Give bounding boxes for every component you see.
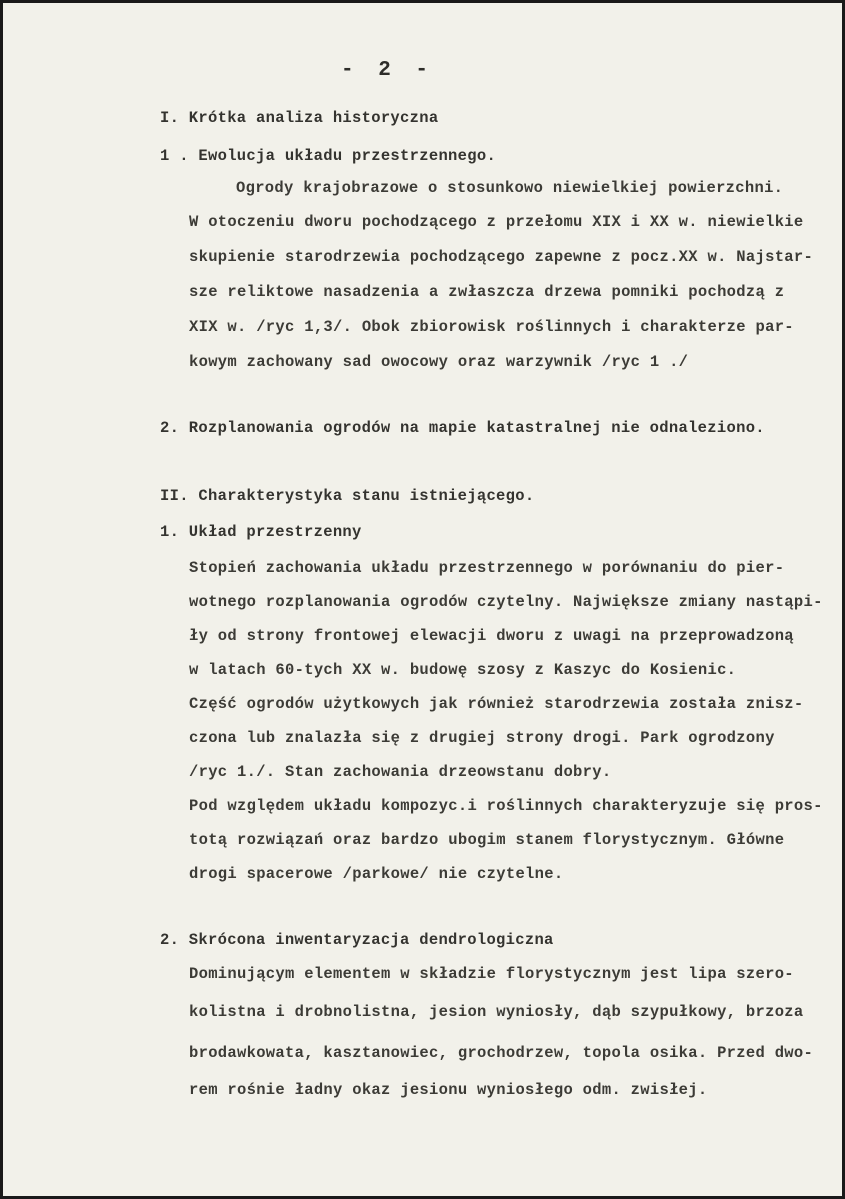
subsection-heading-spatial-layout: 1. Układ przestrzenny: [160, 523, 362, 541]
paragraph-line: Ogrody krajobrazowe o stosunkowo niewielkiej powierzchni.: [236, 179, 784, 197]
paragraph-line: Stopień zachowania układu przestrzennego w porównaniu do pier-: [189, 559, 785, 577]
paragraph-line: totą rozwiązań oraz bardzo ubogim stanem florystycznym. Główne: [189, 831, 785, 849]
paragraph-line: rem rośnie ładny okaz jesionu wyniosłego odm. zwisłej.: [189, 1081, 708, 1099]
paragraph-line: sze reliktowe nasadzenia a zwłaszcza drzewa pomniki pochodzą z: [189, 283, 785, 301]
paragraph-line: skupienie starodrzewia pochodzącego zapewne z pocz.XX w. Najstar-: [189, 248, 814, 266]
subsection-heading-cadastral: 2. Rozplanowania ogrodów na mapie katastralnej nie odnaleziono.: [160, 419, 765, 437]
paragraph-line: czona lub znalazła się z drugiej strony drogi. Park ogrodzony: [189, 729, 775, 747]
paragraph-line: brodawkowata, kasztanowiec, grochodrzew, topola osika. Przed dwo-: [189, 1044, 814, 1062]
section-heading-1: I. Krótka analiza historyczna: [160, 109, 439, 127]
paragraph-line: Dominującym elementem w składzie florystycznym jest lipa szero-: [189, 965, 794, 983]
subsection-heading-evolution: 1 . Ewolucja układu przestrzennego.: [160, 147, 497, 165]
paragraph-line: wotnego rozplanowania ogrodów czytelny. Największe zmiany nastąpi-: [189, 593, 823, 611]
section-heading-2: II. Charakterystyka stanu istniejącego.: [160, 487, 535, 505]
paragraph-line: w latach 60-tych XX w. budowę szosy z Kaszyc do Kosienic.: [189, 661, 737, 679]
paragraph-line: ły od strony frontowej elewacji dworu z uwagi na przeprowadzoną: [189, 627, 794, 645]
paragraph-line: Część ogrodów użytkowych jak również starodrzewia została znisz-: [189, 695, 804, 713]
paragraph-line: W otoczeniu dworu pochodzącego z przełomu XIX i XX w. niewielkie: [189, 213, 804, 231]
paragraph-line: /ryc 1./. Stan zachowania drzeowstanu dobry.: [189, 763, 612, 781]
paragraph-line: Pod względem układu kompozyc.i roślinnych charakteryzuje się pros-: [189, 797, 823, 815]
paragraph-line: drogi spacerowe /parkowe/ nie czytelne.: [189, 865, 564, 883]
subsection-heading-dendrology: 2. Skrócona inwentaryzacja dendrologiczna: [160, 931, 554, 949]
paragraph-line: kolistna i drobnolistna, jesion wyniosły, dąb szypułkowy, brzoza: [189, 1003, 804, 1021]
paragraph-line: kowym zachowany sad owocowy oraz warzywnik /ryc 1 ./: [189, 353, 689, 371]
paragraph-line: XIX w. /ryc 1,3/. Obok zbiorowisk roślinnych i charakterze par-: [189, 318, 794, 336]
page-number: - 2 -: [341, 59, 435, 82]
